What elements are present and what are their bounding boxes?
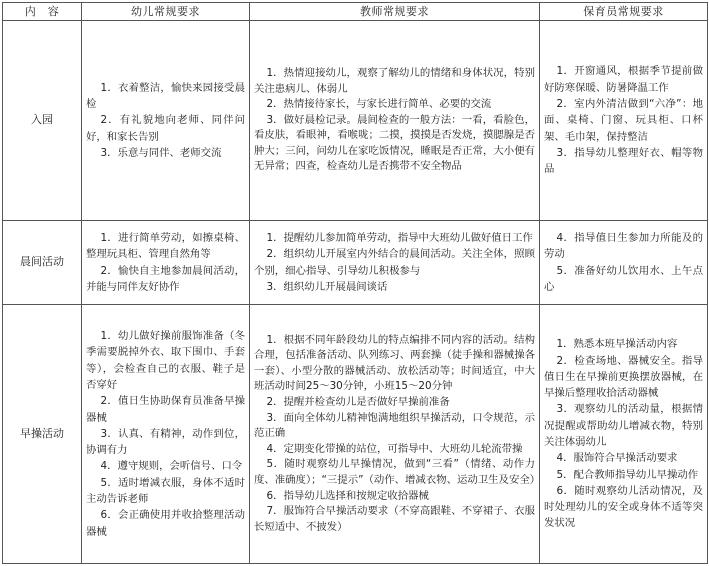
list-item: 4．服饰符合早操活动要求	[556, 452, 678, 465]
morning-caregiver-cell	[540, 221, 708, 305]
list-item: 3．面向全体幼儿精神饱满地组织早操活动，口令规范，示范正确	[254, 411, 535, 440]
list-item: 3．认真、有精神，动作到位，协调有力	[86, 427, 245, 457]
row-label-morning-activity: 晨间活动	[3, 221, 82, 305]
list-item: 5．配合教师指导幼儿早操动作	[556, 468, 699, 481]
list-item: 1．根据不同年龄段幼儿的特点编排不同内容的活动。结构合理，包括准备活动、队列练习、两套操（徒手操和器械操各一套）、小型分散的器械活动、放松活动等；时间适宜，中大班活动时间25～30分钟，小班15～20分钟	[254, 333, 535, 393]
list-item: 1．提醒幼儿参加简单劳动，指导中大班幼儿做好值日工作	[266, 231, 533, 244]
row-label-entry: 入园	[3, 21, 82, 221]
list-item: 7．服饰符合早操活动要求（不穿高跟鞋、不穿裙子、衣服长短适中、不披发）	[254, 505, 535, 533]
row-label-morning-exercise: 早操活动	[3, 305, 82, 564]
entry-teacher-cell	[250, 21, 540, 221]
header-caregiver-requirements: 保育员常规要求	[540, 3, 708, 21]
list-item: 6．指导幼儿选择和按规定收拾器械	[266, 489, 429, 502]
list-item: 2．组织幼儿开展室内外结合的晨间活动。关注全体，照顾个别，细心指导、引导幼儿积极参与	[254, 248, 535, 277]
list-item: 3．做好晨检记录。晨间检查的一般方法：一看，看脸色，看皮肤，看眼神，看喉咙；二摸，摸摸是否发烧，摸腮腺是否肿大；三问，问幼儿在家吃饭情况，睡眠是否正常，大小便有无异常；四查，检查幼儿是否携带不安全物品	[254, 113, 535, 173]
list-item: 4．遵守规则，会听信号、口令	[100, 460, 243, 473]
list-item: 3．乐意与同伴、老师交流	[100, 146, 222, 159]
list-item: 4．定期变化带操的站位，可指导中、大班幼儿轮流带操	[266, 442, 523, 455]
list-item: 2．愉快自主地参加晨间活动，并能与同伴友好协作	[86, 264, 245, 293]
header-content: 内 容	[3, 3, 82, 21]
list-item: 3．观察幼儿的活动量，根据情况提醒或帮助幼儿增减衣物，特别关注体弱幼儿	[544, 403, 703, 448]
list-item: 3．指导幼儿整理好衣、帽等物品	[544, 146, 703, 176]
list-item: 6．会正确使用并收拾整理活动器械	[86, 509, 245, 538]
list-item: 5．适时增减衣服，身体不适时主动告诉老师	[86, 476, 245, 506]
list-item: 1．热情迎接幼儿，观察了解幼儿的情绪和身体状况，特别关注患病儿、体弱儿	[254, 66, 535, 95]
list-item: 2．值日生协助保育员准备早操器械	[86, 395, 245, 424]
entry-child-cell	[82, 21, 250, 221]
list-item: 2．提醒并检查幼儿是否做好早操前准备	[266, 396, 450, 409]
morning-teacher-cell	[250, 221, 540, 305]
entry-caregiver-cell	[540, 21, 708, 221]
list-item: 1．衣着整洁，愉快来园接受晨检	[86, 81, 245, 111]
table-row-entry	[3, 21, 708, 221]
list-item: 1．熟悉本班早操活动内容	[556, 338, 678, 351]
morning-child-cell	[82, 221, 250, 305]
table-row-morning-exercise	[3, 305, 708, 564]
list-item: 3．组织幼儿开展晨间谈话	[266, 280, 388, 293]
list-item: 1．进行简单劳动，如擦桌椅、整理玩具柜、管理自然角等	[86, 231, 245, 261]
list-item: 1．幼儿做好操前服饰准备（冬季需要脱掉外衣、取下围巾、手套等），会检查自己的衣服、鞋子是否穿好	[86, 330, 245, 391]
list-item: 5．随时观察幼儿早操情况，做到“三看”（情绪、动作力度、准确度）；“三提示”（动作、增减衣物、运动卫生及安全）	[254, 458, 541, 486]
header-teacher-requirements: 教师常规要求	[250, 3, 540, 21]
exercise-caregiver-cell	[540, 305, 708, 564]
list-item: 2．有礼貌地向老师、同伴问好，和家长告别	[86, 114, 245, 143]
exercise-child-cell	[82, 305, 250, 564]
list-item: 5．准备好幼儿饮用水、上午点心	[544, 264, 703, 293]
header-row	[3, 3, 708, 21]
exercise-teacher-cell	[250, 305, 540, 564]
table-row-morning-activity	[3, 221, 708, 305]
list-item: 2．室内外清洁做到“六净”：地面、桌椅、门窗、玩具柜、口杯架、毛巾架，保持整洁	[544, 98, 703, 143]
list-item: 4．指导值日生参加力所能及的劳动	[544, 231, 703, 261]
list-item: 2．检查场地、器械安全。指导值日生在早操前更换摆放器械，在早操后整理收拾活动器械	[544, 354, 703, 400]
routine-requirements-table	[2, 2, 708, 564]
list-item: 2．热情接待家长，与家长进行简单、必要的交流	[266, 98, 492, 111]
header-child-requirements: 幼儿常规要求	[82, 3, 250, 21]
list-item: 6．随时观察幼儿活动情况，及时处理幼儿的安全或身体不适等突发状况	[544, 484, 703, 530]
list-item: 1．开窗通风，根据季节提前做好防寒保暖、防暑降温工作	[544, 65, 703, 94]
